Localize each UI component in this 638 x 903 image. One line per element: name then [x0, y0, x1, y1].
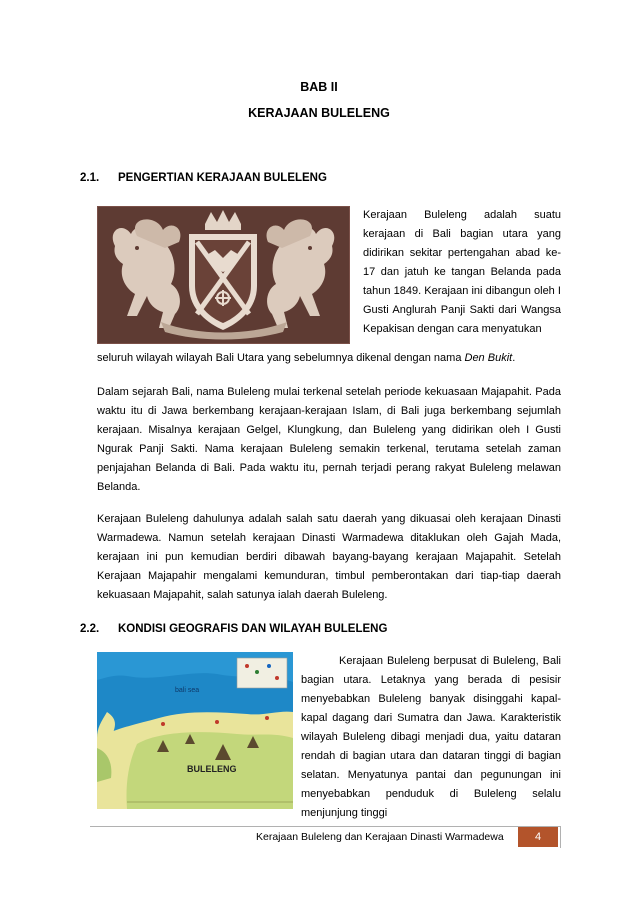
map-sea-label: bali sea: [175, 687, 200, 694]
map-region-label: BULELENG: [187, 764, 237, 774]
section-title: PENGERTIAN KERAJAAN BULELENG: [118, 172, 327, 184]
page-number: 4: [518, 827, 558, 847]
section-title: KONDISI GEOGRAFIS DAN WILAYAH BULELENG: [118, 623, 388, 635]
paragraph-history: Dalam sejarah Bali, nama Buleleng mulai terkenal setelah periode kekuasaan Majapahit. Pada waktu itu di Jawa berkembang kerajaan-kerajaan Islam, di Bali juga berkembang sejumlah kerajaan. Misalnya kerajaan Gelgel, Klungkung, dan Buleleng yang didirikan oleh I Gusti Ngurak Panji Sakti. Nama kerajaan Buleleng semakin terkenal, terutama setelah zaman penjajahan Belanda di Bali. Pada waktu itu, pernah terjadi perang rakyat Buleleng melawan Belanda.: [97, 386, 561, 493]
paragraph-intro-continuation: [97, 349, 515, 368]
footer-title: Kerajaan Buleleng dan Kerajaan Dinasti Warmadewa: [256, 831, 504, 843]
buleleng-emblem-icon: [97, 206, 350, 344]
paragraph-intro: Kerajaan Buleleng adalah suatu kerajaan di Bali bagian utara yang didirikan sekitar pertengahan abad ke-17 dan jatuh ke tangan Belanda pada tahun 1849. Kerajaan ini dibangun oleh I Gusti Anglurah Panji Sakti dari Wangsa Kepakisan dengan cara menyatukan: [363, 209, 561, 335]
section-heading-2-1: [80, 172, 327, 184]
chapter-label: BAB II: [300, 80, 338, 94]
paragraph-geography: Kerajaan Buleleng berpusat di Buleleng, Bali bagian utara. Letaknya yang berada di pesisir menyebabkan Buleleng banyak disinggahi kapal-kapal dagang dari Sumatra dan Jawa. Karakteristik wilayah Buleleng dibagi menjadi dua, yaitu dataran rendah di bagian utara dan dataran tinggi di bagian selatan. Menyatunya pantai dan pegunungan ini menyebabkan penduduk di Buleleng selalu menjunjung tinggi: [301, 655, 561, 819]
section-number: 2.2.: [80, 623, 100, 635]
den-bukit-term: Den Bukit: [464, 352, 513, 364]
section-number: 2.1.: [80, 172, 100, 184]
intro-end: .: [512, 352, 516, 364]
section-heading-2-2: [80, 623, 387, 635]
chapter-title: KERAJAAN BULELENG: [248, 106, 390, 120]
footer-divider: [90, 826, 560, 827]
buleleng-map-icon: [97, 652, 293, 809]
intro-text: seluruh wilayah wilayah Bali Utara yang sebelumnya dikenal dengan nama: [97, 352, 465, 364]
footer-tick: [560, 826, 561, 848]
paragraph-dynasty: Kerajaan Buleleng dahulunya adalah salah satu daerah yang dikuasai oleh kerajaan Dinasti Warmadewa. Namun setelah kerajaan Dinasti Warmadewa ditaklukan oleh Gajah Mada, kerajaan ini pun kemudian berdiri dibawah bayang-bayang kerajaan Majapahit. Setelah Kerajaan Majapahir mengalami kemunduran, timbul pemberontakan dari tiap-tiap daerah kekuasaan Majapahit, salah satunya ialah daerah Buleleng.: [97, 513, 561, 601]
